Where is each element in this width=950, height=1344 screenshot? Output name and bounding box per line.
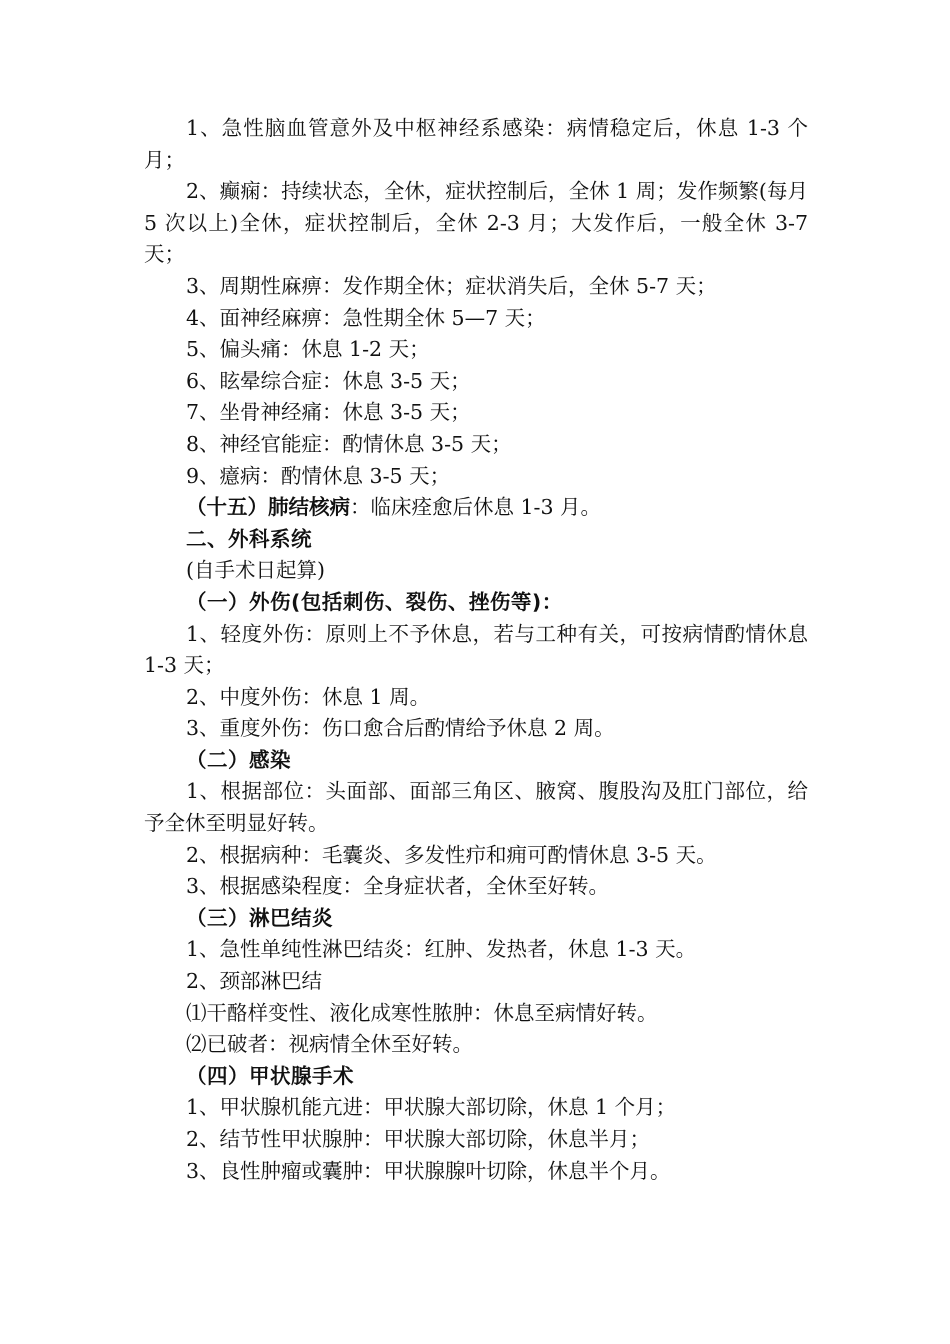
paragraph-item-2: 2、癫痫：持续状态，全休，症状控制后，全休 1 周；发作频繁(每月 5 次以上)全休，症状控制后，全休 2-3 月；大发作后，一般全休 3-7 天； [144, 179, 808, 267]
paragraph-item-8: 8、神经官能症：酌情休息 3-5 天； [186, 431, 512, 456]
paragraph-trauma-1: 1、轻度外伤：原则上不予休息，若与工种有关，可按病情酌情休息 1-3 天； [144, 621, 808, 678]
paragraph-lymph-2-1: ⑴干酪样变性、液化成寒性脓肿：休息至病情好转。 [186, 1000, 658, 1025]
surgery-note: (自手术日起算) [186, 558, 325, 583]
paragraph-thyroid-3: 3、良性肿瘤或囊肿：甲状腺腺叶切除，休息半个月。 [186, 1158, 671, 1183]
paragraph-item-6: 6、眩晕综合症：休息 3-5 天； [186, 368, 471, 393]
section-heading-15: （十五）肺结核病 [186, 495, 350, 520]
paragraph-trauma-3: 3、重度外伤：伤口愈合后酌情给予休息 2 周。 [186, 716, 615, 741]
document-page [144, 113, 808, 1187]
paragraph-infection-1: 1、根据部位：头面部、面部三角区、腋窝、腹股沟及肛门部位，给予全休至明显好转。 [144, 779, 808, 836]
paragraph-infection-2: 2、根据病种：毛囊炎、多发性疖和痈可酌情休息 3-5 天。 [186, 842, 717, 867]
paragraph-item-1: 1、急性脑血管意外及中枢神经系感染：病情稳定后，休息 1-3 个月； [144, 116, 808, 172]
heading-thyroid-surgery: （四）甲状腺手术 [186, 1063, 354, 1088]
heading-infection: （二）感染 [186, 747, 291, 772]
paragraph-item-4: 4、面神经麻痹：急性期全休 5—7 天； [186, 305, 546, 330]
paragraph-lymph-1: 1、急性单纯性淋巴结炎：红肿、发热者，休息 1-3 天。 [186, 937, 697, 962]
paragraph-thyroid-1: 1、甲状腺机能亢进：甲状腺大部切除，休息 1 个月； [186, 1095, 677, 1120]
paragraph-item-5: 5、偏头痛：休息 1-2 天； [186, 337, 430, 362]
paragraph-thyroid-2: 2、结节性甲状腺肿：甲状腺大部切除，休息半月； [186, 1127, 651, 1151]
paragraph-lymph-2-2: ⑵已破者：视病情全休至好转。 [186, 1032, 473, 1057]
paragraph-infection-3: 3、根据感染程度：全身症状者，全休至好转。 [186, 874, 610, 899]
paragraph-trauma-2: 2、中度外伤：休息 1 周。 [186, 684, 431, 709]
paragraph-item-7: 7、坐骨神经痛：休息 3-5 天； [186, 400, 471, 425]
paragraph-lymph-2: 2、颈部淋巴结 [186, 969, 323, 994]
section-tuberculosis [144, 492, 808, 524]
section-15-text: ：临床痊愈后休息 1-3 月。 [350, 495, 602, 520]
heading-trauma: （一）外伤(包括刺伤、裂伤、挫伤等)： [186, 589, 563, 614]
paragraph-item-9: 9、癔病：酌情休息 3-5 天； [186, 463, 451, 488]
heading-lymphadenitis: （三）淋巴结炎 [186, 905, 333, 930]
heading-surgery-system: 二、外科系统 [186, 526, 312, 551]
paragraph-item-3: 3、周期性麻痹：发作期全休；症状消失后，全休 5-7 天； [186, 273, 717, 298]
